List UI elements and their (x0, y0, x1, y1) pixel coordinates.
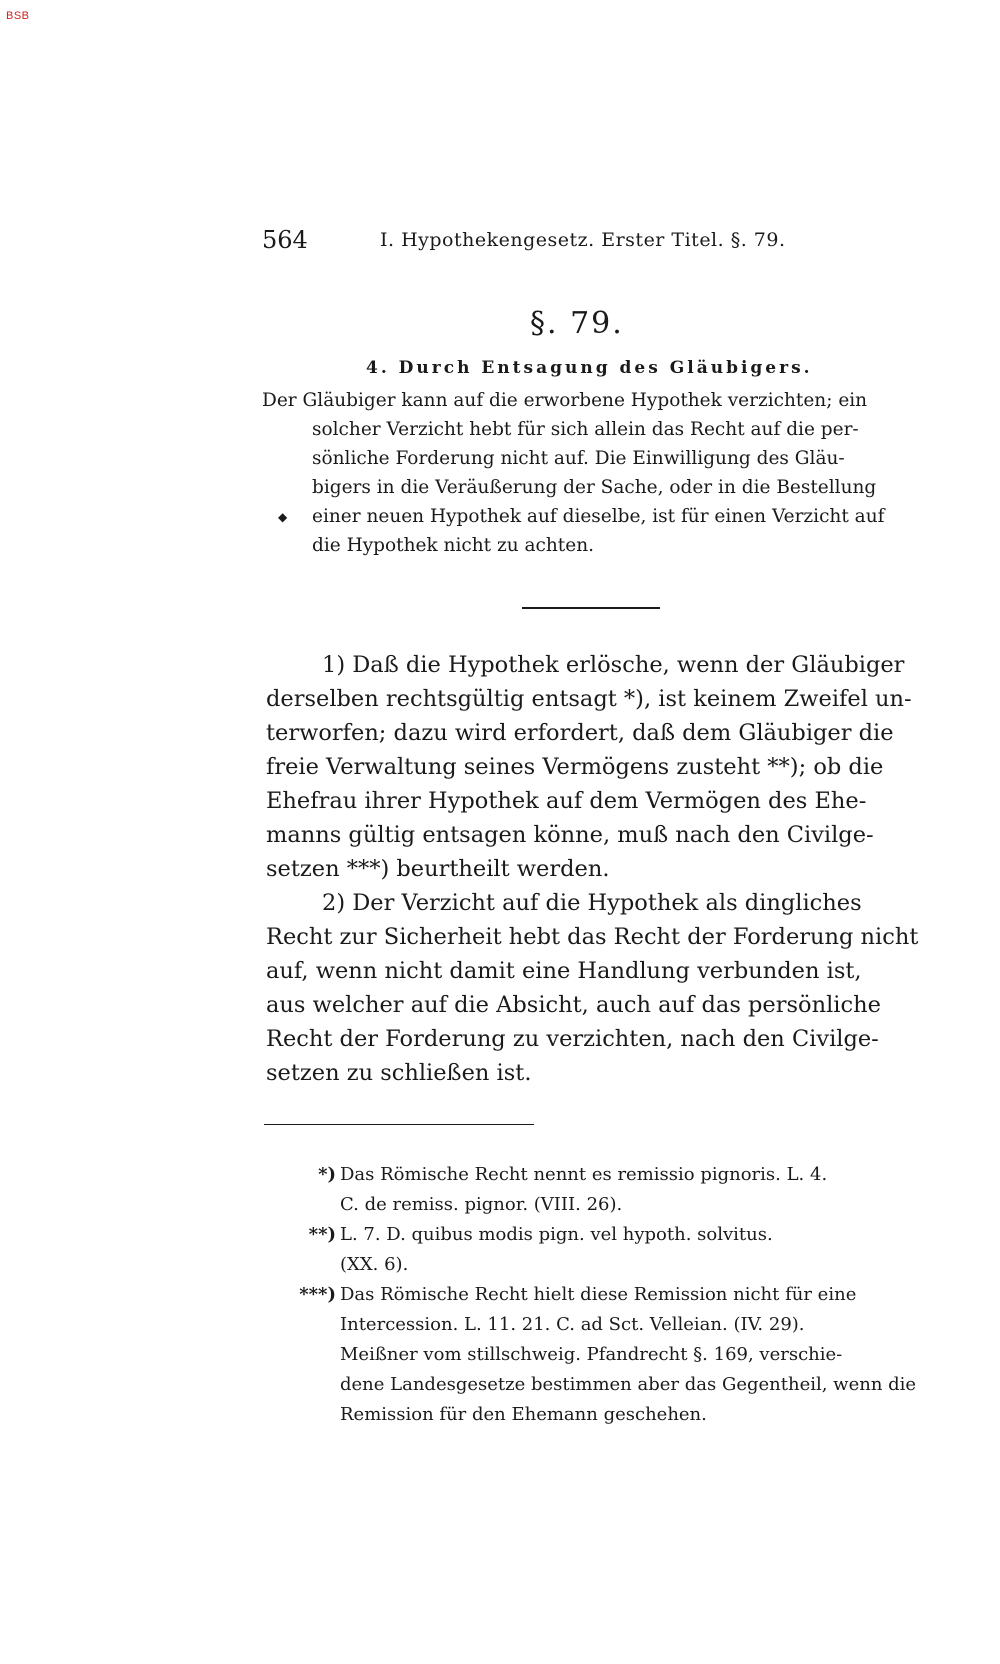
footnotes (296, 1160, 916, 1430)
commentary-line: derselben rechtsgültig entsagt *), ist keinem Zweifel un- (266, 686, 912, 712)
footnote-rule (264, 1124, 534, 1125)
footnote-line: Das Römische Recht hielt diese Remission nicht für eine (340, 1284, 857, 1305)
commentary-line: Recht der Forderung zu verzichten, nach den Civilge- (266, 1026, 879, 1052)
law-text-line: Der Gläubiger kann auf die erworbene Hypothek verzichten; ein (262, 390, 868, 411)
law-text-line: einer neuen Hypothek auf dieselbe, ist für einen Verzicht auf (312, 506, 885, 527)
section-subheading: 4. Durch Entsagung des Gläubigers. (366, 358, 813, 378)
commentary-line: 2) Der Verzicht auf die Hypothek als dingliches (322, 890, 862, 916)
commentary-line: Recht zur Sicherheit hebt das Recht der Forderung nicht (266, 924, 919, 950)
footnote-line: L. 7. D. quibus modis pign. vel hypoth. solvitus. (340, 1224, 773, 1245)
margin-bullet-icon: ◆ (278, 510, 288, 524)
law-text-line: bigers in die Veräußerung der Sache, oder in die Bestellung (312, 477, 877, 498)
footnote-line: C. de remiss. pignor. (VIII. 26). (340, 1194, 623, 1215)
commentary-line: Ehefrau ihrer Hypothek auf dem Vermögen des Ehe- (266, 788, 867, 814)
commentary-line: 1) Daß die Hypothek erlösche, wenn der Gläubiger (322, 652, 905, 678)
commentary-line: setzen ***) beurtheilt werden. (266, 856, 610, 882)
law-text-line: sönliche Forderung nicht auf. Die Einwilligung des Gläu- (312, 448, 845, 469)
footnote-line: Remission für den Ehemann geschehen. (340, 1404, 707, 1425)
footnote-mark: **) (308, 1224, 336, 1245)
section-title: §. 79. (530, 306, 624, 341)
page-header (262, 226, 822, 260)
footnote (296, 1160, 916, 1220)
commentary-line: freie Verwaltung seines Vermögens zusteht **); ob die (266, 754, 884, 780)
law-text (262, 386, 914, 560)
law-text-line: solcher Verzicht hebt für sich allein das Recht auf die per- (312, 419, 859, 440)
section-divider (522, 607, 660, 609)
commentary-paragraph (266, 886, 920, 1090)
commentary (266, 648, 920, 1090)
footnote-line: dene Landesgesetze bestimmen aber das Gegentheil, wenn die (340, 1374, 917, 1395)
law-text-line: die Hypothek nicht zu achten. (312, 535, 594, 556)
commentary-paragraph (266, 648, 920, 886)
page-number: 564 (262, 226, 308, 254)
footnote-line: Meißner vom stillschweig. Pfandrecht §. 169, verschie- (340, 1344, 843, 1365)
library-watermark: BSB (6, 10, 30, 22)
footnote (296, 1280, 916, 1430)
footnote-mark: ***) (299, 1284, 336, 1305)
commentary-line: aus welcher auf die Absicht, auch auf das persönliche (266, 992, 881, 1018)
commentary-line: terworfen; dazu wird erfordert, daß dem Gläubiger die (266, 720, 894, 746)
footnote-mark: *) (318, 1164, 336, 1185)
commentary-line: manns gültig entsagen könne, muß nach den Civilge- (266, 822, 874, 848)
commentary-line: auf, wenn nicht damit eine Handlung verbunden ist, (266, 958, 862, 984)
running-title: I. Hypothekengesetz. Erster Titel. §. 79. (380, 229, 786, 251)
footnote-line: (XX. 6). (340, 1254, 409, 1275)
footnote (296, 1220, 916, 1280)
footnote-line: Intercession. L. 11. 21. C. ad Sct. Velleian. (IV. 29). (340, 1314, 805, 1335)
footnote-line: Das Römische Recht nennt es remissio pignoris. L. 4. (340, 1164, 828, 1185)
commentary-line: setzen zu schließen ist. (266, 1060, 532, 1086)
